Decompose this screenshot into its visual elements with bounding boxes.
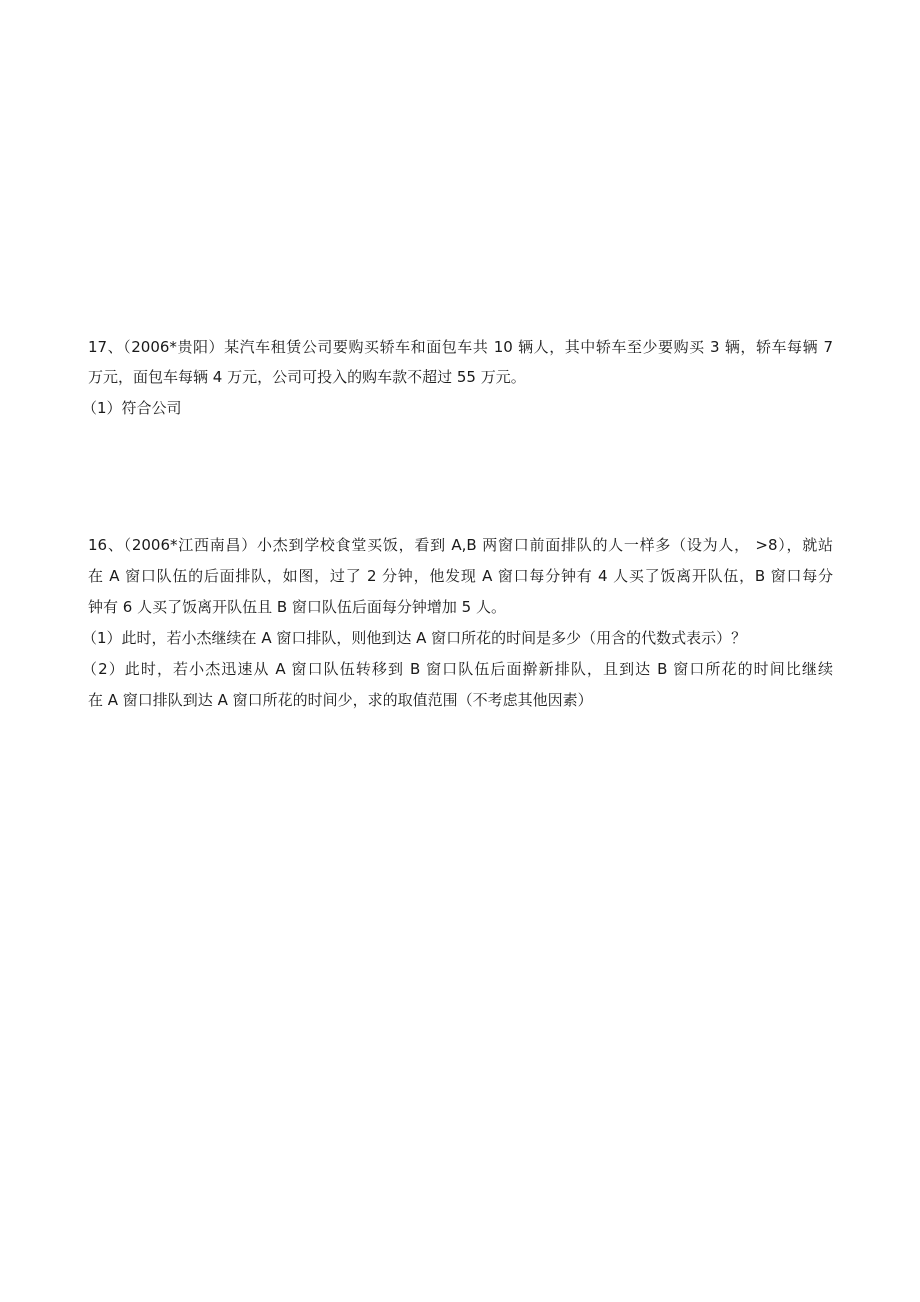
problem-16-line-3: 钟有 6 人买了饭离开队伍且 B 窗口队伍后面每分钟增加 5 人。 (88, 598, 506, 616)
problem-16-line-5: （2）此时，若小杰迅速从 A 窗口队伍转移到 B 窗口队伍后面擀新排队，且到达 B 窗口所花的时间比继续 (82, 660, 833, 678)
problem-16-line-4: （1）此时，若小杰继续在 A 窗口排队，则他到达 A 窗口所花的时间是多少（用含的代数式表示）？ (82, 629, 747, 647)
problem-16-line-2: 在 A 窗口队伍的后面排队，如图，过了 2 分钟，他发现 A 窗口每分钟有 4 人买了饭离开队伍，B 窗口每分 (88, 567, 833, 585)
problem-17-line-1: 17、（2006*贵阳）某汽车租赁公司要购买轿车和面包车共 10 辆人，其中轿车至少要购买 3 辆，轿车每辆 7 (88, 338, 833, 356)
problem-17-line-3: （1）符合公司 (82, 399, 182, 417)
problem-16-line-6: 在 A 窗口排队到达 A 窗口所花的时间少，求的取值范围（不考虑其他因素） (88, 691, 593, 709)
problem-17-line-2: 万元，面包车每辆 4 万元，公司可投入的购车款不超过 55 万元。 (88, 368, 526, 386)
problem-16-line-1: 16、（2006*江西南昌）小杰到学校食堂买饭，看到 A,B 两窗口前面排队的人一样多（设为人， >8），就站 (88, 536, 833, 554)
